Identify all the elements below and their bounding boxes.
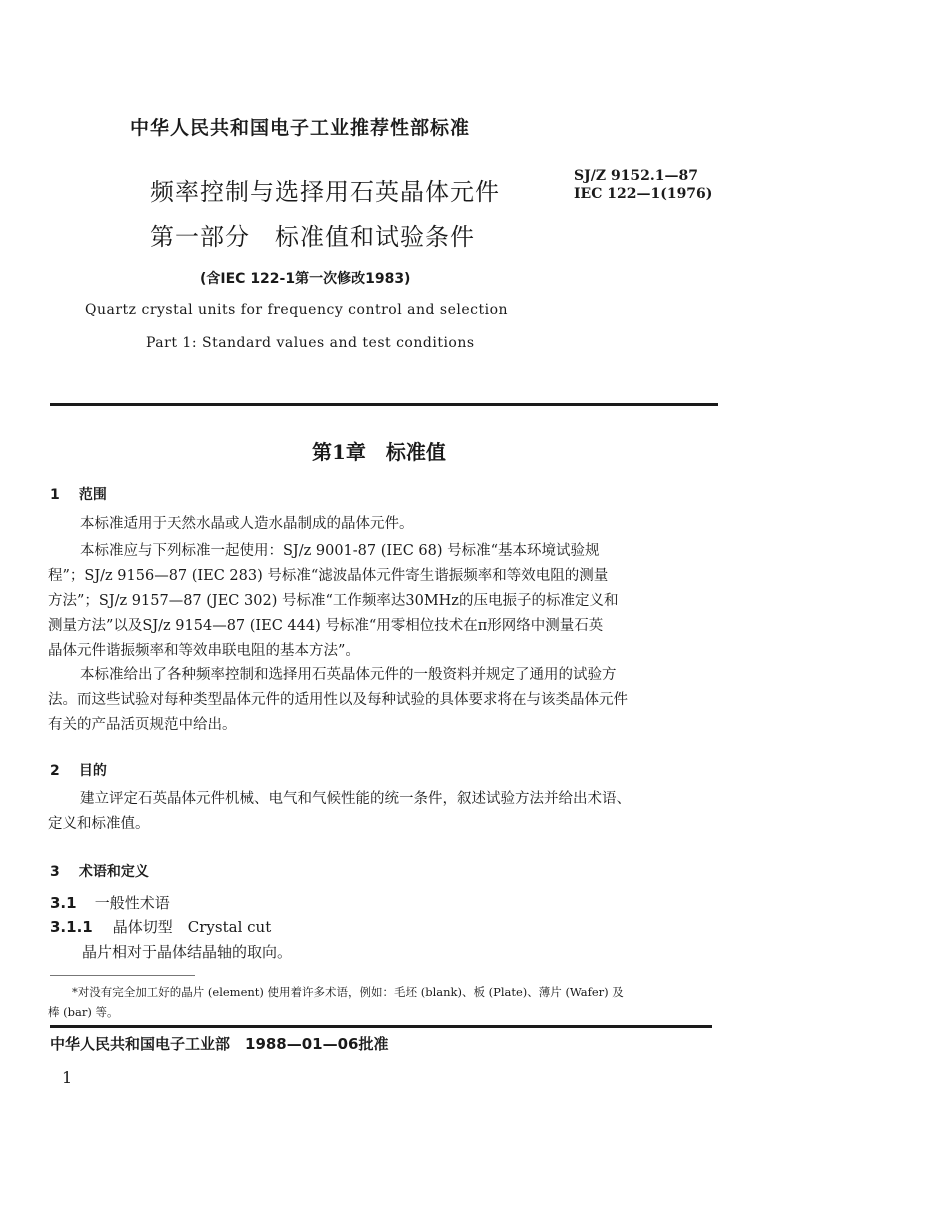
- paragraph-line: 程”；SJ/z 9156—87 (IEC 283) 号标准“滤波晶体元件寄生谐振频率和等效电阻的测量: [48, 568, 609, 584]
- english-title-line-2: Part 1: Standard values and test conditions: [146, 335, 475, 351]
- chapter-title: 第1章 标准值: [312, 440, 446, 464]
- page-number: 1: [62, 1068, 73, 1087]
- subsection-number: 3.1: [50, 894, 77, 912]
- paragraph-line: 测量方法”以及SJ/z 9154—87 (IEC 444) 号标准“用零相位技术在π形网络中测量石英: [48, 618, 604, 634]
- subsection-3-1-1: [50, 916, 271, 937]
- section-number: 3: [50, 864, 60, 880]
- subsection-3-1: [50, 892, 170, 913]
- paragraph-line: 本标准应与下列标准一起使用：SJ/z 9001-87 (IEC 68) 号标准“基本环境试验规: [80, 543, 600, 559]
- section-number: 1: [50, 487, 60, 503]
- scope-paragraph-2: [48, 539, 718, 664]
- issuing-organization: 中华人民共和国电子工业推荐性部标准: [130, 117, 471, 139]
- section-title: 目的: [78, 763, 107, 779]
- paragraph-line: 法。而这些试验对每种类型晶体元件的适用性以及每种试验的具体要求将在与该类晶体元件: [48, 692, 628, 708]
- iec-equivalent-code: IEC 122—1(1976): [574, 186, 713, 202]
- footnote-line: *对没有完全加工好的晶片 (element) 使用着许多术语，例如：毛坯 (blank)、板 (Plate)、薄片 (Wafer) 及: [72, 985, 624, 999]
- section-heading-purpose: [50, 760, 107, 780]
- footer-divider: [50, 1025, 712, 1028]
- amendment-note: (含IEC 122-1第一次修改1983): [200, 271, 411, 287]
- document-title-line-2: 第一部分 标准值和试验条件: [150, 223, 475, 251]
- paragraph-line: 晶体元件谐振频率和等效串联电阻的基本方法”。: [48, 643, 360, 659]
- scope-paragraph-1: [48, 512, 718, 537]
- subsection-title: 一般性术语: [94, 894, 170, 912]
- section-title: 术语和定义: [78, 864, 149, 880]
- english-title-line-1: Quartz crystal units for frequency control and selection: [85, 302, 509, 318]
- footnote-divider: [50, 975, 195, 976]
- purpose-paragraph: [48, 787, 718, 837]
- section-heading-terms: [50, 861, 149, 881]
- subsection-number: 3.1.1: [50, 918, 93, 936]
- header-divider: [50, 403, 718, 406]
- document-title-line-1: 频率控制与选择用石英晶体元件: [150, 178, 500, 206]
- paragraph-line: 方法”；SJ/z 9157—87 (JEC 302) 号标准“工作频率达30MHz的压电振子的标准定义和: [48, 593, 619, 609]
- approval-statement: 中华人民共和国电子工业部 1988—01—06批准: [50, 1035, 389, 1053]
- footnote-line: 棒 (bar) 等。: [48, 1005, 119, 1019]
- definition-crystal-cut: 晶片相对于晶体结晶轴的取向。: [82, 943, 293, 961]
- standard-code: SJ/Z 9152.1—87: [574, 168, 699, 184]
- subsection-title: 晶体切型 Crystal cut: [112, 918, 272, 936]
- scope-paragraph-3: [48, 663, 718, 738]
- paragraph-line: 有关的产品活页规范中给出。: [48, 717, 237, 733]
- paragraph-line: 建立评定石英晶体元件机械、电气和气候性能的统一条件，叙述试验方法并给出术语、: [80, 791, 631, 807]
- paragraph-line: 本标准给出了各种频率控制和选择用石英晶体元件的一般资料并规定了通用的试验方: [80, 667, 617, 683]
- section-title: 范围: [78, 487, 107, 503]
- footnote: [48, 982, 716, 1022]
- paragraph-line: 本标准适用于天然水晶或人造水晶制成的晶体元件。: [80, 516, 414, 532]
- paragraph-line: 定义和标准值。: [48, 816, 150, 832]
- section-heading-scope: [50, 484, 107, 504]
- section-number: 2: [50, 763, 60, 779]
